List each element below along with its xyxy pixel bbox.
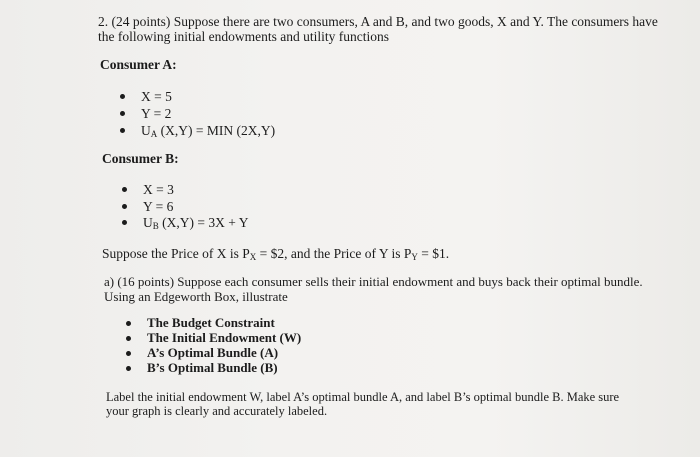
- part-a-line-1: a) (16 points) Suppose each consumer sells their initial endowment and buys back their optimal bundle.: [104, 274, 643, 289]
- bullet-icon: [126, 321, 131, 326]
- bullet-icon: [126, 366, 131, 371]
- question-line-2: the following initial endowments and utility functions: [98, 29, 389, 44]
- part-a-item-a-bundle: A’s Optimal Bundle (A): [126, 345, 278, 361]
- question-line-1: 2. (24 points) Suppose there are two consumers, A and B, and two goods, X and Y. The consumers have: [98, 14, 658, 29]
- consumer-a-y-item: Y = 2: [120, 106, 171, 122]
- consumer-a-x-item: X = 5: [120, 89, 172, 105]
- closing-line-2: your graph is clearly and accurately labeled.: [106, 404, 328, 418]
- bullet-icon: [122, 204, 127, 209]
- consumer-b-utility-item: $U_B$ (X,Y) = 3X + Y: [122, 215, 248, 234]
- bullet-icon: [126, 351, 131, 356]
- consumer-b-heading: Consumer B:: [102, 151, 179, 166]
- part-a-item-endowment: The Initial Endowment (W): [126, 330, 301, 346]
- consumer-a-utility-item: $U_A$ (X,Y) = MIN (2X,Y): [120, 123, 275, 142]
- part-a-item-b-bundle: B’s Optimal Bundle (B): [126, 360, 278, 376]
- part-a-line-2: Using an Edgeworth Box, illustrate: [104, 289, 288, 304]
- bullet-icon: [120, 128, 125, 133]
- bullet-icon: [120, 111, 125, 116]
- bullet-icon: [126, 336, 131, 341]
- consumer-b-x-item: X = 3: [122, 182, 174, 198]
- consumer-b-y-item: Y = 6: [122, 199, 173, 215]
- bullet-icon: [122, 187, 127, 192]
- price-statement: Suppose the Price of X is $P_X$ = $2, and the Price of Y is $P_Y$ = $1.: [102, 246, 450, 262]
- bullet-icon: [120, 94, 125, 99]
- bullet-icon: [122, 220, 127, 225]
- consumer-a-heading: Consumer A:: [100, 57, 177, 72]
- part-a-item-budget: The Budget Constraint: [126, 315, 275, 331]
- closing-line-1: Label the initial endowment W, label A’s optimal bundle A, and label B’s optimal bundle B. Make sure: [106, 390, 620, 404]
